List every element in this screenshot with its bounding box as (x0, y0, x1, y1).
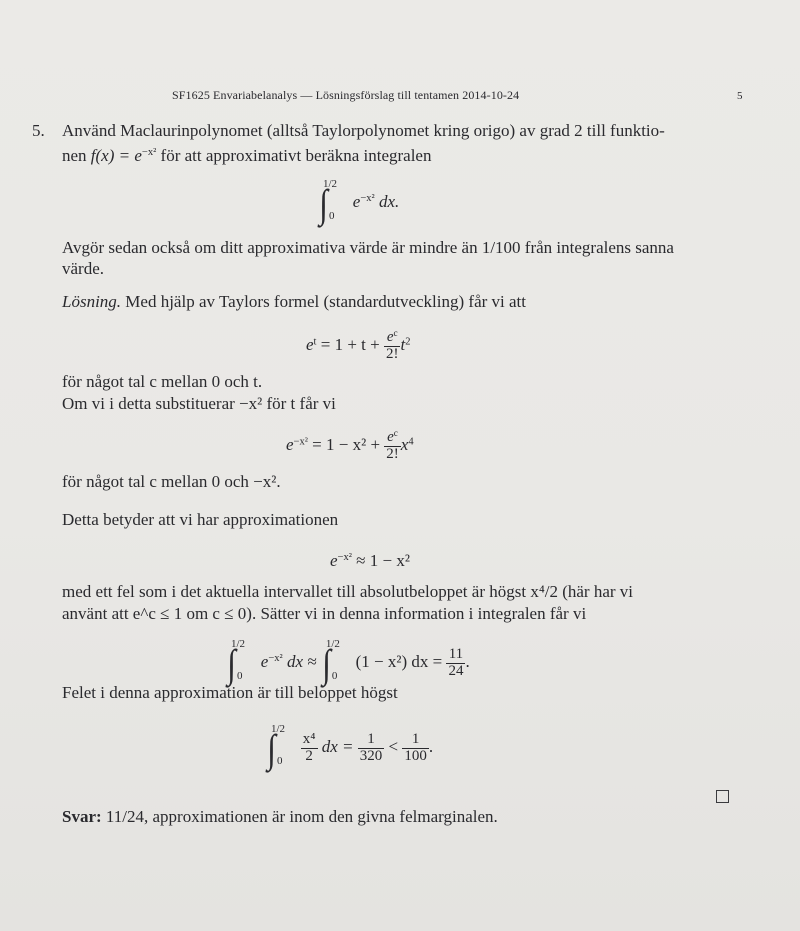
eq1-tail: t (400, 335, 406, 355)
solution-text-3: för något tal c mellan 0 och −x². (62, 472, 281, 491)
eq5-end: . (428, 737, 434, 756)
eq2-lhs-exp: −x² (293, 436, 308, 448)
eq5-frac3-num: 1 (402, 732, 429, 749)
eq1-frac-num-exp: c (393, 328, 398, 339)
problem-line-2-suffix: för att approximativt beräkna integralen (160, 146, 432, 165)
eq1-lhs-exp: t (313, 336, 317, 348)
eq2-rhs: = 1 − x² + (312, 435, 381, 455)
eq4-left-body: e (260, 652, 269, 671)
eq1-lhs: e (306, 335, 314, 355)
eq4-lower-2: 0 (331, 670, 338, 682)
problem-line-2-prefix: nen (62, 146, 87, 165)
solution-text-5: med ett fel som i det aktuella intervallet till absolutbeloppet är högst x⁴/2 (här har vi (62, 582, 634, 601)
eq4-left-exp: −x² (268, 653, 283, 665)
problem-line-2 (62, 146, 431, 166)
eq1-frac-num: e (386, 329, 394, 345)
integral-exponent: −x² (360, 193, 375, 205)
eq3-lhs-exp: −x² (337, 552, 352, 564)
eq4-lower-1: 0 (237, 670, 243, 682)
eq5-fraction-3 (402, 732, 429, 765)
eq4-fraction (446, 647, 465, 680)
problem-line-1: Använd Maclaurinpolynomet (alltså Taylorpolynomet kring origo) av grad 2 till funktio- (62, 121, 665, 140)
eq2-fraction (384, 430, 401, 463)
eq5-lower: 0 (277, 755, 283, 767)
problem-number: 5. (32, 121, 45, 140)
solution-intro-text: Med hjälp av Taylors formel (standardutveckling) får vi att (125, 292, 527, 311)
solution-text-4: Detta betyder att vi har approximationen (62, 510, 339, 529)
eq4-upper-1: 1/2 (230, 638, 246, 650)
eq3-lhs: e (330, 551, 338, 570)
eq4-frac-den: 24 (448, 662, 464, 679)
answer-line (62, 807, 498, 827)
solution-label: Lösning. (62, 292, 122, 311)
eq5-upper: 1/2 (270, 723, 286, 735)
eq5-fraction-1 (301, 732, 318, 765)
eq5-frac3-den: 100 (404, 747, 427, 764)
page-number: 5 (737, 90, 743, 102)
eq4-frac-num: 11 (446, 647, 465, 664)
eq5-dx: dx = (321, 737, 354, 756)
eq3-rhs: ≈ 1 − x² (356, 551, 410, 570)
eq1-frac-den: 2! (385, 345, 399, 362)
eq5-frac2-num: 1 (358, 732, 385, 749)
integral-body: e (352, 192, 361, 211)
equation-error-bound (266, 725, 433, 772)
solution-text-7: Felet i denna approximation är till beloppet högst (62, 683, 398, 702)
eq2-frac-num-exp: c (393, 428, 398, 439)
eq5-lt: < (388, 737, 399, 756)
eq2-lhs: e (286, 435, 294, 455)
eq5-integral-sign: ∫ (267, 726, 276, 771)
problem-line-4: värde. (62, 259, 105, 278)
eq1-tail-exp: 2 (405, 336, 411, 348)
eq4-integral-sign-1: ∫ (227, 641, 236, 686)
integral-lower-limit: 0 (329, 210, 335, 222)
integral-upper-limit: 1/2 (322, 178, 338, 190)
equation-taylor-substituted (286, 430, 414, 463)
eq2-frac-num: e (387, 429, 394, 445)
integral-dx: dx. (378, 192, 400, 211)
problem-line-3: Avgör sedan också om ditt approximativa värde är mindre än 1/100 från integralens sanna (62, 238, 674, 257)
eq4-upper-2: 1/2 (325, 638, 340, 650)
eq2-frac-den: 2! (386, 445, 399, 462)
eq5-fraction-2 (358, 732, 385, 765)
problem-integral (318, 180, 399, 227)
eq5-frac2-den: 320 (359, 747, 383, 764)
integral-sign: ∫ (319, 181, 328, 226)
function-definition: f(x) = e (90, 146, 142, 165)
function-exponent: −x² (141, 147, 157, 159)
solution-text-2: Om vi i detta substituerar −x² för t får vi (62, 394, 336, 413)
eq1-fraction (384, 330, 401, 363)
equation-taylor-et (306, 330, 410, 363)
equation-approximation (330, 551, 410, 571)
answer-label: Svar: (62, 807, 102, 826)
qed-box (716, 790, 729, 803)
solution-text-6: använt att e^c ≤ 1 om c ≤ 0). Sätter vi in denna information i integralen får vi (62, 604, 587, 623)
solution-intro (62, 292, 526, 312)
eq2-tail-exp: 4 (408, 436, 414, 448)
eq1-rhs: = 1 + t + (320, 335, 380, 355)
page-header: SF1625 Envariabelanalys — Lösningsförslag till tentamen 2014-10-24 (172, 88, 520, 102)
solution-text-1: för något tal c mellan 0 och t. (62, 372, 263, 391)
eq2-tail: x (400, 435, 409, 455)
eq5-frac1-den: 2 (305, 747, 313, 764)
eq4-integral-sign-2: ∫ (321, 641, 331, 686)
answer-text: 11/24, approximationen är inom den givna felmarginalen. (105, 807, 498, 826)
equation-integral-approx (226, 640, 470, 687)
eq4-left-dx: dx ≈ (286, 652, 317, 671)
eq4-end: . (465, 652, 470, 671)
eq5-frac1-num: x⁴ (302, 730, 316, 747)
eq4-right-body: (1 − x²) dx = (355, 652, 443, 671)
